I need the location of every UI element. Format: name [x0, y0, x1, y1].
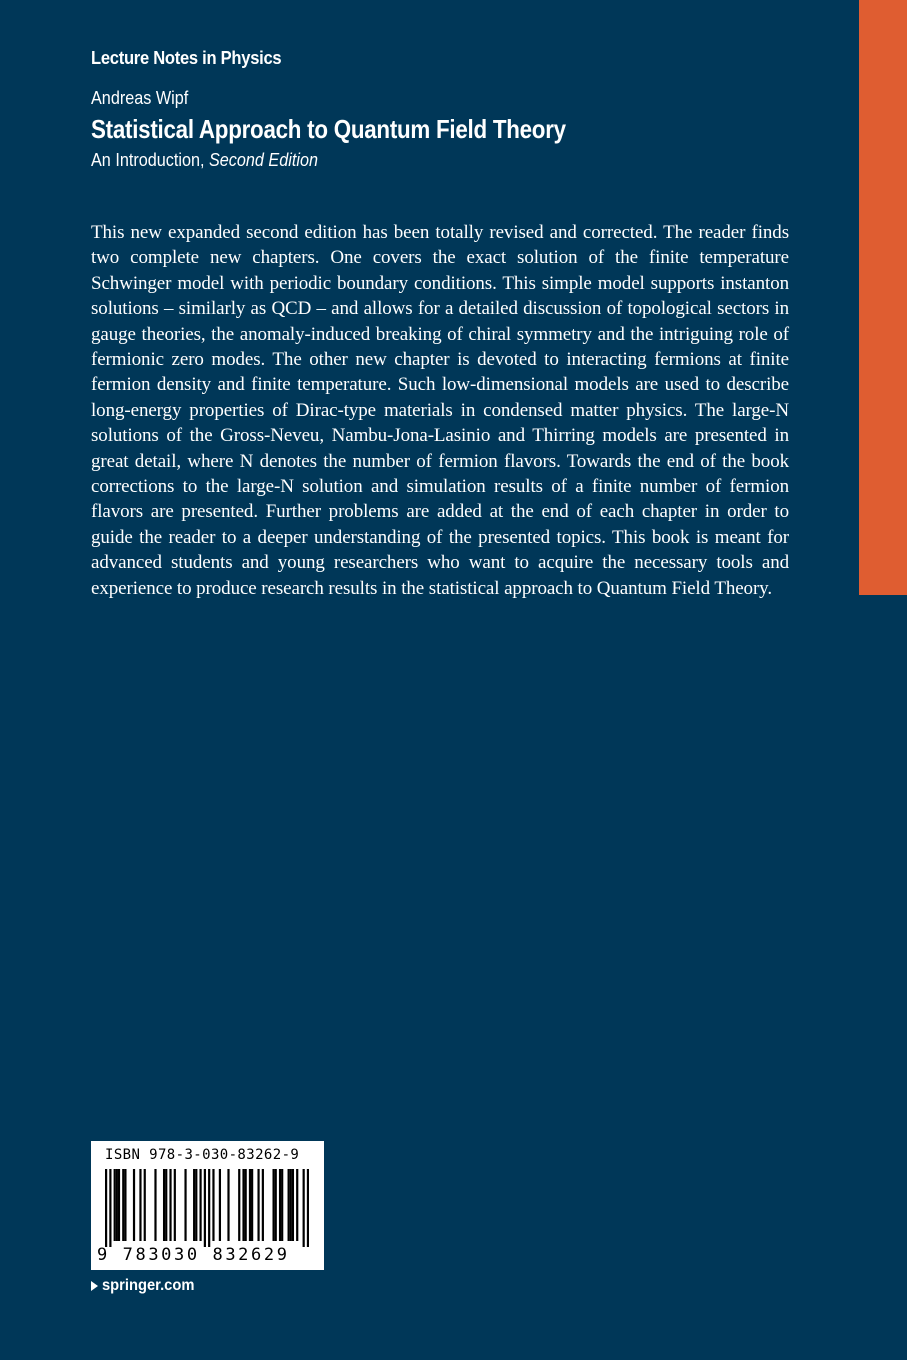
barcode-bar [257, 1169, 259, 1241]
barcode-bar [163, 1169, 165, 1241]
author-name: Andreas Wipf [91, 88, 189, 108]
barcode-bar [251, 1169, 253, 1241]
barcode-bar [174, 1169, 176, 1241]
barcode-bar [114, 1169, 116, 1241]
subtitle-edition: Second Edition [208, 150, 318, 170]
book-title: Statistical Approach to Quantum Field Theory [91, 114, 566, 144]
barcode-digits: 9 783030 832629 [97, 1245, 290, 1265]
barcode-bar [116, 1169, 118, 1241]
barcode-bar [133, 1169, 135, 1241]
isbn-label: ISBN 978-3-030-83262-9 [105, 1147, 300, 1163]
barcode-bar [204, 1169, 206, 1247]
barcode-bars [105, 1169, 309, 1247]
accent-strip [859, 0, 907, 595]
publisher-link[interactable]: springer.com [102, 1277, 195, 1294]
barcode-bar [281, 1169, 283, 1241]
book-description: This new expanded second edition has been totally revised and corrected. The reader finds two complete new chapters. One covers the exact solution of the finite temperature Schwinger model with periodic boundary conditions. This simple model supports instanton solutions – similarly as QCD – and allows for a detailed discussion of topological sectors in gauge theories, the anomaly-induced breaking of chiral symmetry and the intriguing role of fermionic zero modes. The other new chapter is devoted to interacting fermions at finite fermion density and finite temperature. Such low-dimensional models are used to describe long-energy properties of Dirac-type materials in condensed matter physics. The large-N solutions of the Gross-Neveu, Nambu-Jona-Lasinio and Thirring models are presented in great detail, where N denotes the number of fermion flavors. Towards the end of the book corrections to the large-N solution and simulation results of a finite number of fermion flavors are presented. Further problems are added at the end of each chapter in order to guide the reader to a deeper understanding of the presented topics. This book is meant for advanced students and young researchers who want to acquire the necessary tools and experience to produce research results in the statistical approach to Quantum Field Theory. [91, 222, 789, 599]
barcode-bar [242, 1169, 244, 1241]
barcode-bar [144, 1169, 146, 1241]
barcode-bar [139, 1169, 141, 1241]
publisher-link-row[interactable] [91, 1277, 202, 1295]
barcode-bar [105, 1169, 107, 1247]
isbn-barcode [91, 1141, 324, 1270]
series-name: Lecture Notes in Physics [91, 48, 282, 68]
barcode-bar [303, 1169, 305, 1247]
book-subtitle [91, 150, 318, 171]
barcode-bar [184, 1169, 186, 1241]
barcode-bar [292, 1169, 294, 1241]
arrow-right-icon [91, 1281, 98, 1291]
barcode-bar [245, 1169, 247, 1241]
barcode-bar [195, 1169, 197, 1241]
barcode-bar [208, 1169, 210, 1247]
barcode-bar [109, 1169, 111, 1247]
barcode-bar [238, 1169, 240, 1241]
barcode-bar [249, 1169, 251, 1241]
barcode-bar [307, 1169, 309, 1247]
barcode-bar [296, 1169, 298, 1241]
barcode-bar [212, 1169, 214, 1241]
barcode-bar [122, 1169, 124, 1241]
barcode-bar [124, 1169, 126, 1241]
barcode-bar [272, 1169, 274, 1241]
barcode-bar [154, 1169, 156, 1241]
subtitle-main: An Introduction, [91, 150, 209, 170]
barcode-bar [227, 1169, 229, 1241]
barcode-bar [219, 1169, 221, 1241]
barcode-bar [290, 1169, 292, 1241]
barcode-bar [165, 1169, 167, 1241]
barcode-bar [118, 1169, 120, 1241]
barcode-bar [279, 1169, 281, 1241]
barcode-bar [262, 1169, 264, 1241]
barcode-bar [193, 1169, 195, 1241]
barcode-bar [275, 1169, 277, 1241]
barcode-bar [169, 1169, 171, 1241]
barcode-bar [199, 1169, 201, 1241]
barcode-bar [288, 1169, 290, 1241]
